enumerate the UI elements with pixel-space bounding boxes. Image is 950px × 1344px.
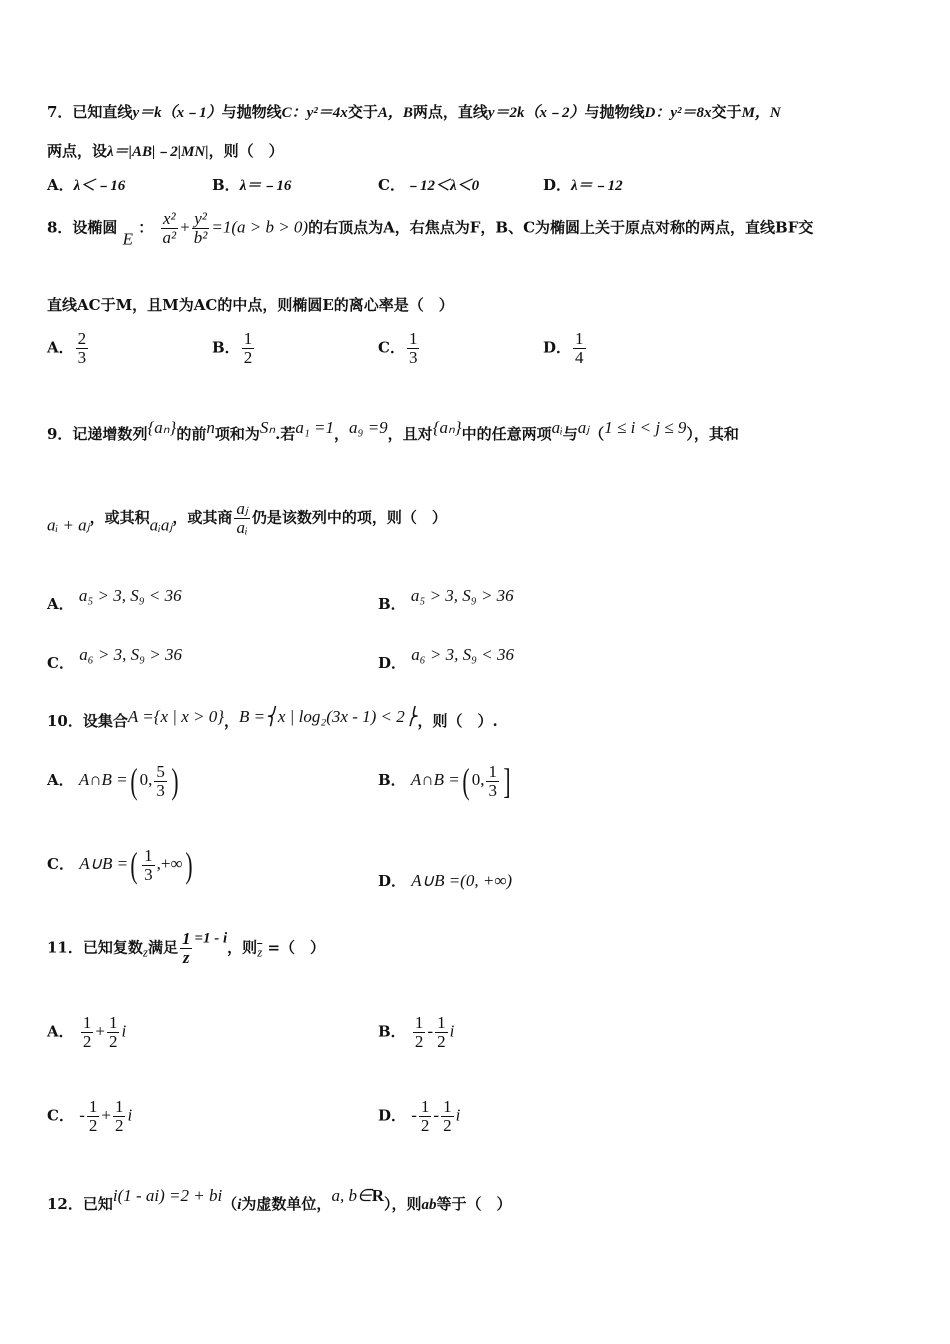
q10-option-d: D． A∪B =(0, +∞) [378,871,513,890]
q7-option-a: A．λ＜﹣16 [47,176,126,194]
q7-option-b: B．λ＝﹣16 [212,176,292,194]
q11-option-a: A． $\frac{1}{2}$ + $\frac{1}{2}$ i [47,1013,127,1051]
q10-option-a: A． A∩B =( 0, $\frac{5}{3}$ ) [47,761,179,801]
q8-option-a: A． $\frac{2}{3}$ [47,329,87,367]
q9-option-a: A． a₅ > 3, S₉ < 36 [47,586,182,613]
q12-stem: 12．已知i(1 - ai) =2 + bi（i为虚数单位，a, b∈R），则ab等于（ ） [47,1186,512,1213]
q8-stem-line2: 直线AC于M，且M为AC的中点，则椭圆E的离心率是（ ） [47,296,454,314]
q11-option-c: C． - $\frac{1}{2}$ + $\frac{1}{2}$ i [47,1097,133,1135]
q8-fraction-x: $\frac{\text{x²}}{\text{a²}}$ [162,209,177,247]
q9-stem-line1: 9．记递增数列{aₙ}的前n项和为Sₙ.若a₁ =1，a₉ =9，且对{aₙ}中的任意两项aᵢ与aⱼ（1 ≤ i < j ≤ 9），其和 [47,418,739,443]
q7-stem-line1: 7．已知直线y＝k（x﹣1）与抛物线C：y²＝4x交于A，B两点，直线y＝2k（x﹣2）与抛物线D：y²＝8x交于M，N [47,103,781,121]
q8-option-c: C． $\frac{1}{3}$ [378,329,418,367]
q8-option-d: D． $\frac{1}{4}$ [543,329,584,367]
q9-option-b: B． a₅ > 3, S₉ > 36 [378,586,514,613]
q11-option-d: D． - $\frac{1}{2}$ - $\frac{1}{2}$ i [378,1097,461,1135]
q8-option-b: B． $\frac{1}{2}$ [212,329,253,367]
q9-stem-line2: aᵢ + aⱼ，或其积aᵢaⱼ，或其商 $\frac{\text{aⱼ}}{\text{aᵢ}}$ 仍是该数列中的项，则（ ） [47,499,447,537]
q10-stem: 10．设集合A ={x | x > 0}，B =⎨x | log₂(3x - 1) < 2⎬，则（ ）. [47,707,498,730]
q11-fraction: $\frac{1}{z}$ [181,929,191,967]
q7-option-d: D．λ＝﹣12 [543,176,623,194]
q7-stem-line2: 两点，设λ＝|AB|﹣2|MN|，则（ ） [47,142,284,160]
q9-quotient: $\frac{\text{aⱼ}}{\text{aᵢ}}$ [236,499,248,537]
q9-option-c: C． a₆ > 3, S₉ > 36 [47,645,182,672]
q11-option-b: B． $\frac{1}{2}$ - $\frac{1}{2}$ i [378,1013,455,1051]
q8-stem-line1: 8．设椭圆 E ： $\frac{\text{x²}}{\text{a²}}$ + $\frac{\text{y²}}{\text{b²}}$ =1(a > b > 0)的右顶点为A，右焦点为F，B、C为椭圆上关于原点对称的两点，直线BF交 [47,209,814,249]
q8-fraction-y: $\frac{\text{y²}}{\text{b²}}$ [193,209,208,247]
q11-stem: 11．已知复数z满足 $\frac{1}{z}$ =1 - i，则$\overline{z}$ =（ ） [47,929,326,967]
q10-option-b: B． A∩B =( 0, $\frac{1}{3}$ ] [378,761,511,801]
q7-option-c: C．﹣12＜λ＜0 [378,176,480,194]
q9-option-d: D． a₆ > 3, S₉ < 36 [378,645,515,672]
q10-option-c: C． A∪B =( $\frac{1}{3}$ ,+∞) [47,845,193,885]
